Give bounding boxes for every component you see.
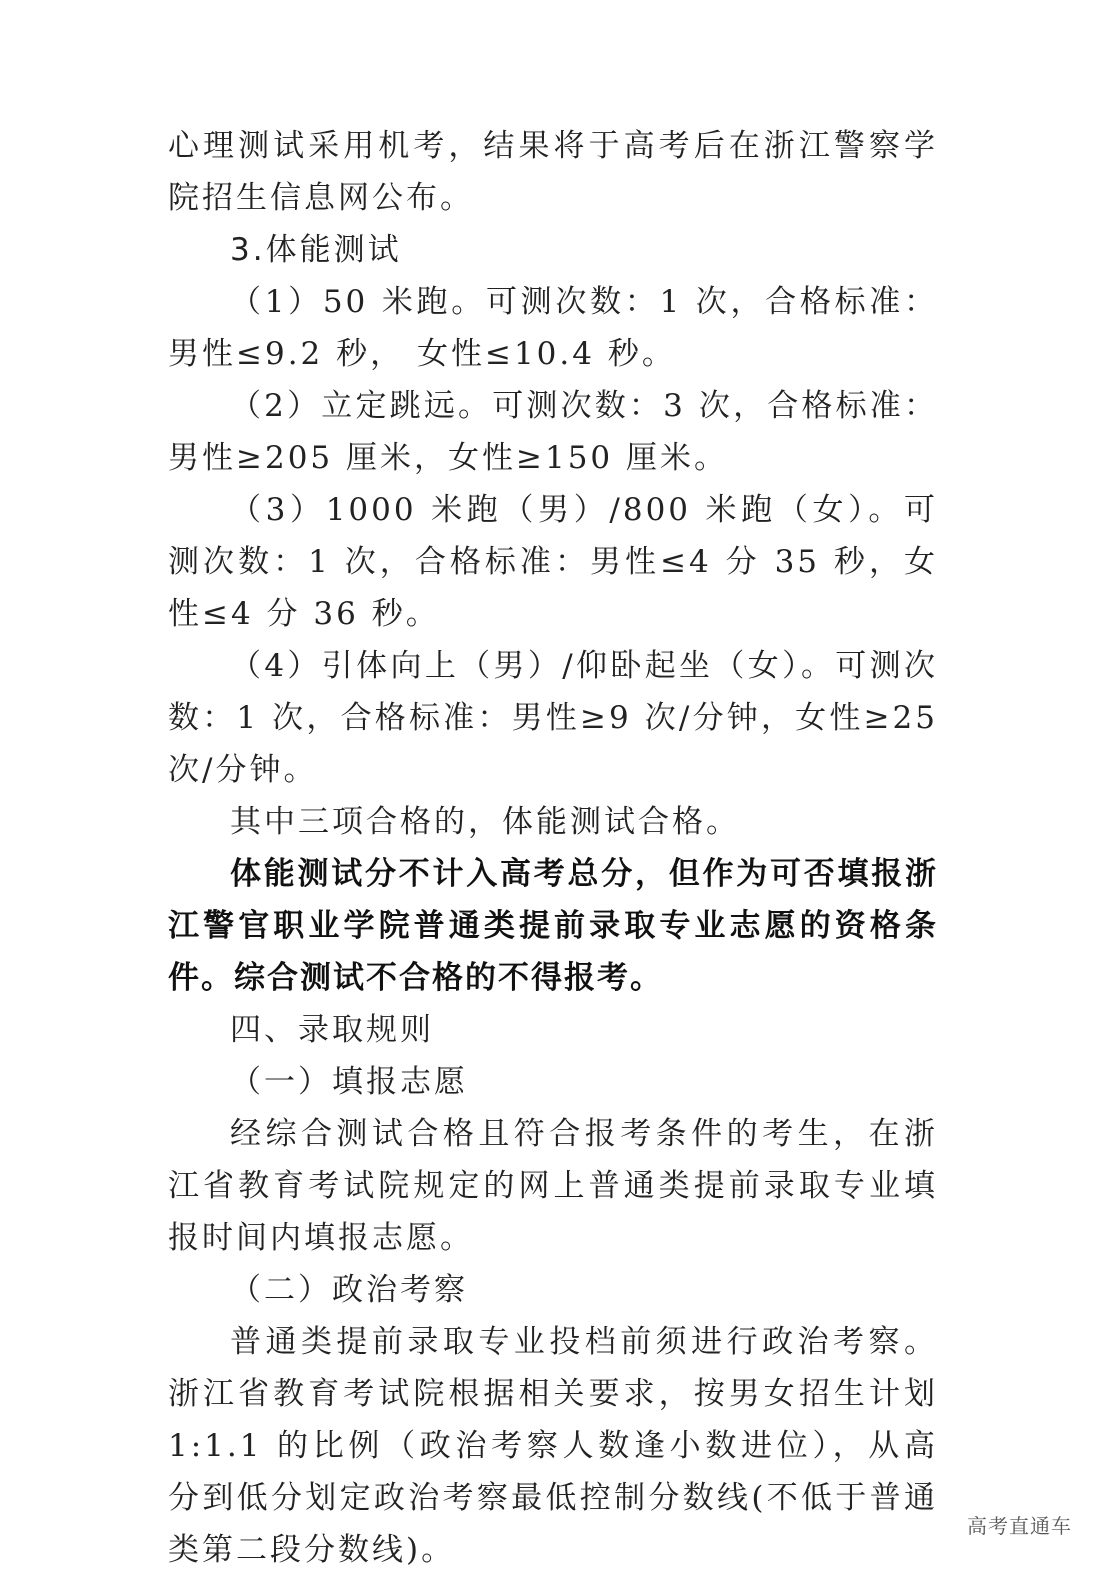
watermark-text: 高考直通车: [967, 1514, 1072, 1538]
paragraph-pullup-situp: （4）引体向上（男）/仰卧起坐（女）。可测次数：1 次，合格标准：男性≥9 次/分钟，女性≥25 次/分钟。: [168, 648, 938, 788]
document-body: [168, 120, 938, 1576]
paragraph-long-distance-run: （3）1000 米跑（男）/800 米跑（女）。可测次数：1 次，合格标准：男性≤4 分 35 秒，女性≤4 分 36 秒。: [168, 492, 938, 632]
paragraph-50m-run: （1）50 米跑。可测次数：1 次，合格标准：男性≤9.2 秒， 女性≤10.4 秒。: [168, 284, 938, 372]
section-heading-fitness-test: 3.体能测试: [230, 232, 402, 268]
subheading-fill-application: （一）填报志愿: [230, 1064, 468, 1100]
paragraph-fitness-pass-rule: 其中三项合格的，体能测试合格。: [230, 804, 740, 840]
subheading-political-review: （二）政治考察: [230, 1272, 468, 1308]
paragraph-political-review: 普通类提前录取专业投档前须进行政治考察。浙江省教育考试院根据相关要求，按男女招生计划 1:1.1 的比例（政治考察人数逢小数进位），从高分到低分划定政治考察最低控制分数线(不低于普通类第二段分数线)。: [168, 1324, 938, 1568]
section-heading-admission-rules: 四、录取规则: [230, 1012, 434, 1048]
paragraph-psych-test: 心理测试采用机考，结果将于高考后在浙江警察学院招生信息网公布。: [168, 128, 938, 216]
paragraph-fill-application: 经综合测试合格且符合报考条件的考生，在浙江省教育考试院规定的网上普通类提前录取专业填报时间内填报志愿。: [168, 1116, 938, 1256]
paragraph-standing-long-jump: （2）立定跳远。可测次数：3 次，合格标准：男性≥205 厘米，女性≥150 厘米。: [168, 388, 938, 476]
paragraph-bold-qualification-note: 体能测试分不计入高考总分，但作为可否填报浙江警官职业学院普通类提前录取专业志愿的资格条件。综合测试不合格的不得报考。: [168, 856, 938, 996]
